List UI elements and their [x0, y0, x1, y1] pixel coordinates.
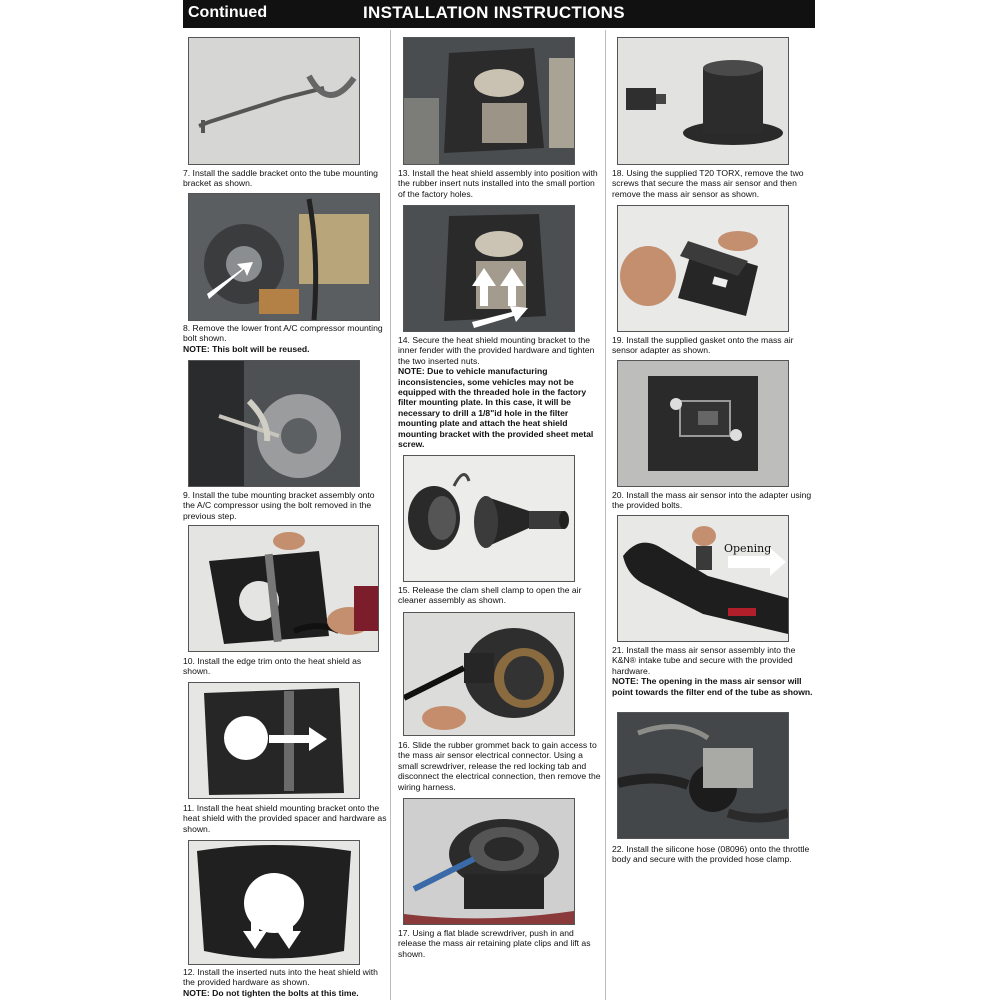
step-20-caption — [612, 490, 817, 511]
intake-tube-image — [618, 516, 788, 641]
step-9-caption — [183, 490, 388, 521]
mass-air-sensor-removal-image — [618, 38, 788, 164]
step-12-caption — [183, 967, 388, 998]
grommet-connector-image — [404, 613, 574, 735]
step-22-photo — [617, 712, 789, 839]
step-14-photo — [403, 205, 575, 332]
step-11-photo — [188, 682, 360, 799]
column-divider — [605, 30, 606, 1000]
step-8-text: 8. Remove the lower front A/C compressor mounting bolt shown. — [183, 323, 383, 344]
step-14-caption — [398, 335, 603, 449]
step-12-note: NOTE: Do not tighten the bolts at this time. — [183, 987, 359, 998]
step-16-photo — [403, 612, 575, 736]
heat-shield-bracket-image — [189, 683, 359, 798]
step-12-photo — [188, 840, 360, 965]
gasket-install-image — [618, 206, 788, 331]
step-11-text: 11. Install the heat shield mounting bracket onto the heat shield with the provided spacer and hardware as shown. — [183, 803, 387, 834]
bracket-installed-image — [189, 361, 359, 486]
step-21-note: NOTE: The opening in the mass air sensor will point towards the filter end of the tube as shown. — [612, 676, 813, 697]
step-15-caption — [398, 585, 603, 606]
heat-shield-secured-image — [404, 206, 574, 331]
step-9-photo — [188, 360, 360, 487]
step-19-text: 19. Install the supplied gasket onto the mass air sensor adapter as shown. — [612, 335, 794, 356]
step-19-caption — [612, 335, 817, 356]
step-18-text: 18. Using the supplied T20 TORX, remove the two screws that secure the mass air sensor and then remove the mass air sensor as shown. — [612, 168, 804, 199]
step-8-caption — [183, 323, 388, 354]
step-7-caption — [183, 168, 388, 189]
step-14-text: 14. Secure the heat shield mounting bracket to the inner fender with the provided hardware and tighten the two inserted nuts. — [398, 335, 595, 366]
sensor-in-adapter-image — [618, 361, 788, 486]
air-cleaner-open-image — [404, 456, 574, 581]
step-20-text: 20. Install the mass air sensor into the adapter using the provided bolts. — [612, 490, 812, 511]
step-17-photo — [403, 798, 575, 925]
silicone-hose-image — [618, 713, 788, 838]
step-7-text: 7. Install the saddle bracket onto the tube mounting bracket as shown. — [183, 168, 378, 189]
step-18-photo — [617, 37, 789, 165]
step-14-note: NOTE: Due to vehicle manufacturing inconsistencies, some vehicles may not be equipped with the threaded hole in the factory filter mounting plate. In this case, it will be necessary to drill a 1/8"id hole in the filter mounting plate and attach the heat shield mounting bracket with the provided sheet metal screw. — [398, 366, 594, 450]
step-17-caption — [398, 928, 603, 959]
step-13-caption — [398, 168, 603, 199]
heat-shield-position-image — [404, 38, 574, 164]
ac-compressor-image — [189, 194, 379, 320]
header-bar — [183, 0, 815, 28]
step-9-text: 9. Install the tube mounting bracket assembly onto the A/C compressor using the bolt removed in the previous step. — [183, 490, 375, 521]
step-21-photo — [617, 515, 789, 642]
step-12-text: 12. Install the inserted nuts into the heat shield with the provided hardware as shown. — [183, 967, 378, 988]
step-8-note: NOTE: This bolt will be reused. — [183, 343, 310, 354]
step-20-photo — [617, 360, 789, 487]
saddle-bracket-image — [189, 38, 359, 164]
step-17-text: 17. Using a flat blade screwdriver, push in and release the mass air retaining plate clips and lift as shown. — [398, 928, 591, 959]
edge-trim-image — [189, 526, 378, 651]
continued-label: Continued — [188, 4, 268, 21]
step-19-photo — [617, 205, 789, 332]
step-10-text: 10. Install the edge trim onto the heat shield as shown. — [183, 656, 362, 677]
step-21-text: 21. Install the mass air sensor assembly into the K&N® intake tube and secure with the provided hardware. — [612, 645, 796, 676]
step-16-text: 16. Slide the rubber grommet back to gain access to the mass air sensor electrical connector. Using a small screwdriver, release the red locking tab and disconnect the electrical connection, then remove the wiring harness. — [398, 740, 601, 792]
step-10-photo — [188, 525, 379, 652]
step-22-caption — [612, 844, 817, 865]
step-16-caption — [398, 740, 603, 792]
column-divider — [390, 30, 391, 1000]
step-15-photo — [403, 455, 575, 582]
step-22-text: 22. Install the silicone hose (08096) onto the throttle body and secure with the provided hose clamp. — [612, 844, 810, 865]
opening-label: Opening — [724, 542, 772, 555]
page-title: INSTALLATION INSTRUCTIONS — [363, 3, 625, 22]
step-15-text: 15. Release the clam shell clamp to open the air cleaner assembly as shown. — [398, 585, 582, 606]
step-10-caption — [183, 656, 388, 677]
step-13-photo — [403, 37, 575, 165]
inserted-nuts-image — [189, 841, 359, 964]
step-18-caption — [612, 168, 817, 199]
step-21-caption — [612, 645, 817, 697]
retaining-plate-image — [404, 799, 574, 924]
step-8-photo — [188, 193, 380, 321]
step-7-photo — [188, 37, 360, 165]
step-11-caption — [183, 803, 388, 834]
step-13-text: 13. Install the heat shield assembly into position with the rubber insert nuts installed into the small portion of the factory holes. — [398, 168, 598, 199]
